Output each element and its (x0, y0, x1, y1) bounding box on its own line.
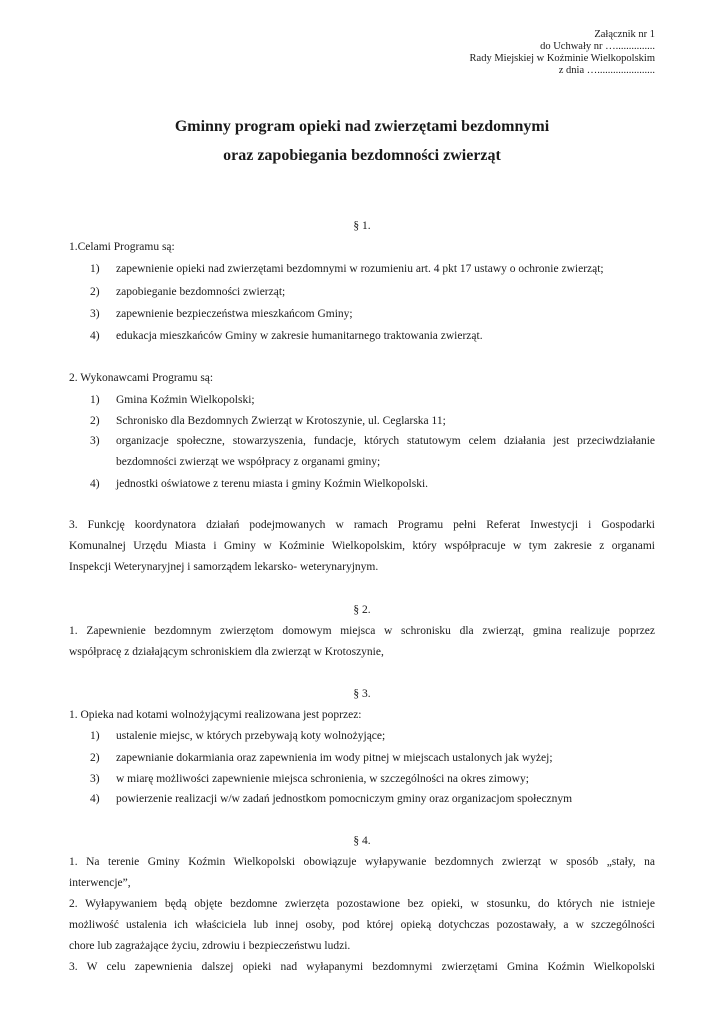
paragraph-line: 3. Funkcję koordynatora działań podejmowanych w ramach Programu pełni Referat Inwestycji i Gospodarki (69, 519, 655, 531)
paragraph-intro: 1. Opieka nad kotami wolnożyjącymi realizowana jest poprzez: (69, 709, 362, 721)
list-item-number: 2) (90, 752, 100, 764)
list-item-number: 2) (90, 415, 100, 427)
list-item-number: 1) (90, 730, 100, 742)
paragraph-line: interwencje”, (69, 877, 131, 889)
list-item: zapewnienie bezpieczeństwa mieszkańcom Gminy; (116, 308, 353, 320)
list-item: ustalenie miejsc, w których przebywają koty wolnożyjące; (116, 730, 386, 742)
paragraph-line: 1. Zapewnienie bezdomnym zwierzętom domowym miejsca w schronisku dla zwierząt, gmina realizuje poprzez (69, 625, 655, 637)
list-item: zapewnienie opieki nad zwierzętami bezdomnymi w rozumieniu art. 4 pkt 17 ustawy o ochronie zwierząt; (116, 263, 604, 275)
paragraph-line: 1. Na terenie Gminy Koźmin Wielkopolski obowiązuje wyłapywanie bezdomnych zwierząt w sposób „stały, na (69, 856, 655, 868)
document-title-line2: oraz zapobiegania bezdomności zwierząt (223, 147, 501, 164)
paragraph-line: Inspekcji Weterynaryjnej i samorządem lekarsko- weterynaryjnym. (69, 561, 379, 573)
resolution-number: do Uchwały nr …............... (540, 41, 655, 52)
document-title-line1: Gminny program opieki nad zwierzętami bezdomnymi (174, 118, 550, 135)
list-item-continuation: bezdomności zwierząt we współpracy z organami gminy; (116, 456, 381, 468)
list-item: organizacje społeczne, stowarzyszenia, fundacje, których statutowym celem działania jest przeciwdziałanie (116, 435, 655, 447)
list-item: Schronisko dla Bezdomnych Zwierząt w Krotoszynie, ul. Ceglarska 11; (116, 415, 446, 427)
paragraph-intro: 1.Celami Programu są: (69, 241, 175, 253)
paragraph-line: współpracę z działającym schroniskiem dla zwierząt w Krotoszynie, (69, 646, 384, 658)
list-item-number: 4) (90, 330, 100, 342)
council-name: Rady Miejskiej w Koźminie Wielkopolskim (469, 53, 655, 64)
list-item-number: 1) (90, 394, 100, 406)
attachment-number: Załącznik nr 1 (594, 29, 655, 40)
list-item: edukacja mieszkańców Gminy w zakresie humanitarnego traktowania zwierząt. (116, 330, 483, 342)
paragraph-line: chore lub zagrażające życiu, zdrowiu i bezpieczeństwu ludzi. (69, 940, 351, 952)
section-heading-3: § 3. (353, 688, 371, 700)
resolution-date: z dnia …...................... (558, 65, 655, 76)
paragraph-line: Komunalnej Urzędu Miasta i Gminy w Koźminie Wielkopolskim, który współpracuje w tym zakresie z organami (69, 540, 655, 552)
paragraph-line: możliwość ustalenia ich właściciela lub innej osoby, pod której opieką dotychczas pozostawały, a w szczególności (69, 919, 655, 931)
list-item-number: 3) (90, 308, 100, 320)
list-item: jednostki oświatowe z terenu miasta i gminy Koźmin Wielkopolski. (116, 478, 429, 490)
paragraph-line: 2. Wyłapywaniem będą objęte bezdomne zwierzęta pozostawione bez opieki, w stosunku, do których nie istnieje (69, 898, 655, 910)
list-item-number: 2) (90, 286, 100, 298)
section-heading-2: § 2. (353, 604, 371, 616)
list-item: w miarę możliwości zapewnienie miejsca schronienia, w szczególności na okres zimowy; (116, 773, 529, 785)
section-heading-1: § 1. (353, 220, 371, 232)
list-item: powierzenie realizacji w/w zadań jednostkom pomocniczym gminy oraz organizacjom społecznym (116, 793, 573, 805)
list-item: zapobieganie bezdomności zwierząt; (116, 286, 286, 298)
paragraph-line: 3. W celu zapewnienia dalszej opieki nad wyłapanymi bezdomnymi zwierzętami Gmina Koźmin Wielkopolski (69, 961, 655, 973)
list-item-number: 3) (90, 435, 100, 447)
list-item: zapewnianie dokarmiania oraz zapewnienia im wody pitnej w miejscach ustalonych jak wyżej; (116, 752, 553, 764)
list-item-number: 1) (90, 263, 100, 275)
paragraph-intro: 2. Wykonawcami Programu są: (69, 372, 214, 384)
list-item: Gmina Koźmin Wielkopolski; (116, 394, 255, 406)
list-item-number: 4) (90, 478, 100, 490)
list-item-number: 4) (90, 793, 100, 805)
list-item-number: 3) (90, 773, 100, 785)
section-heading-4: § 4. (353, 835, 371, 847)
